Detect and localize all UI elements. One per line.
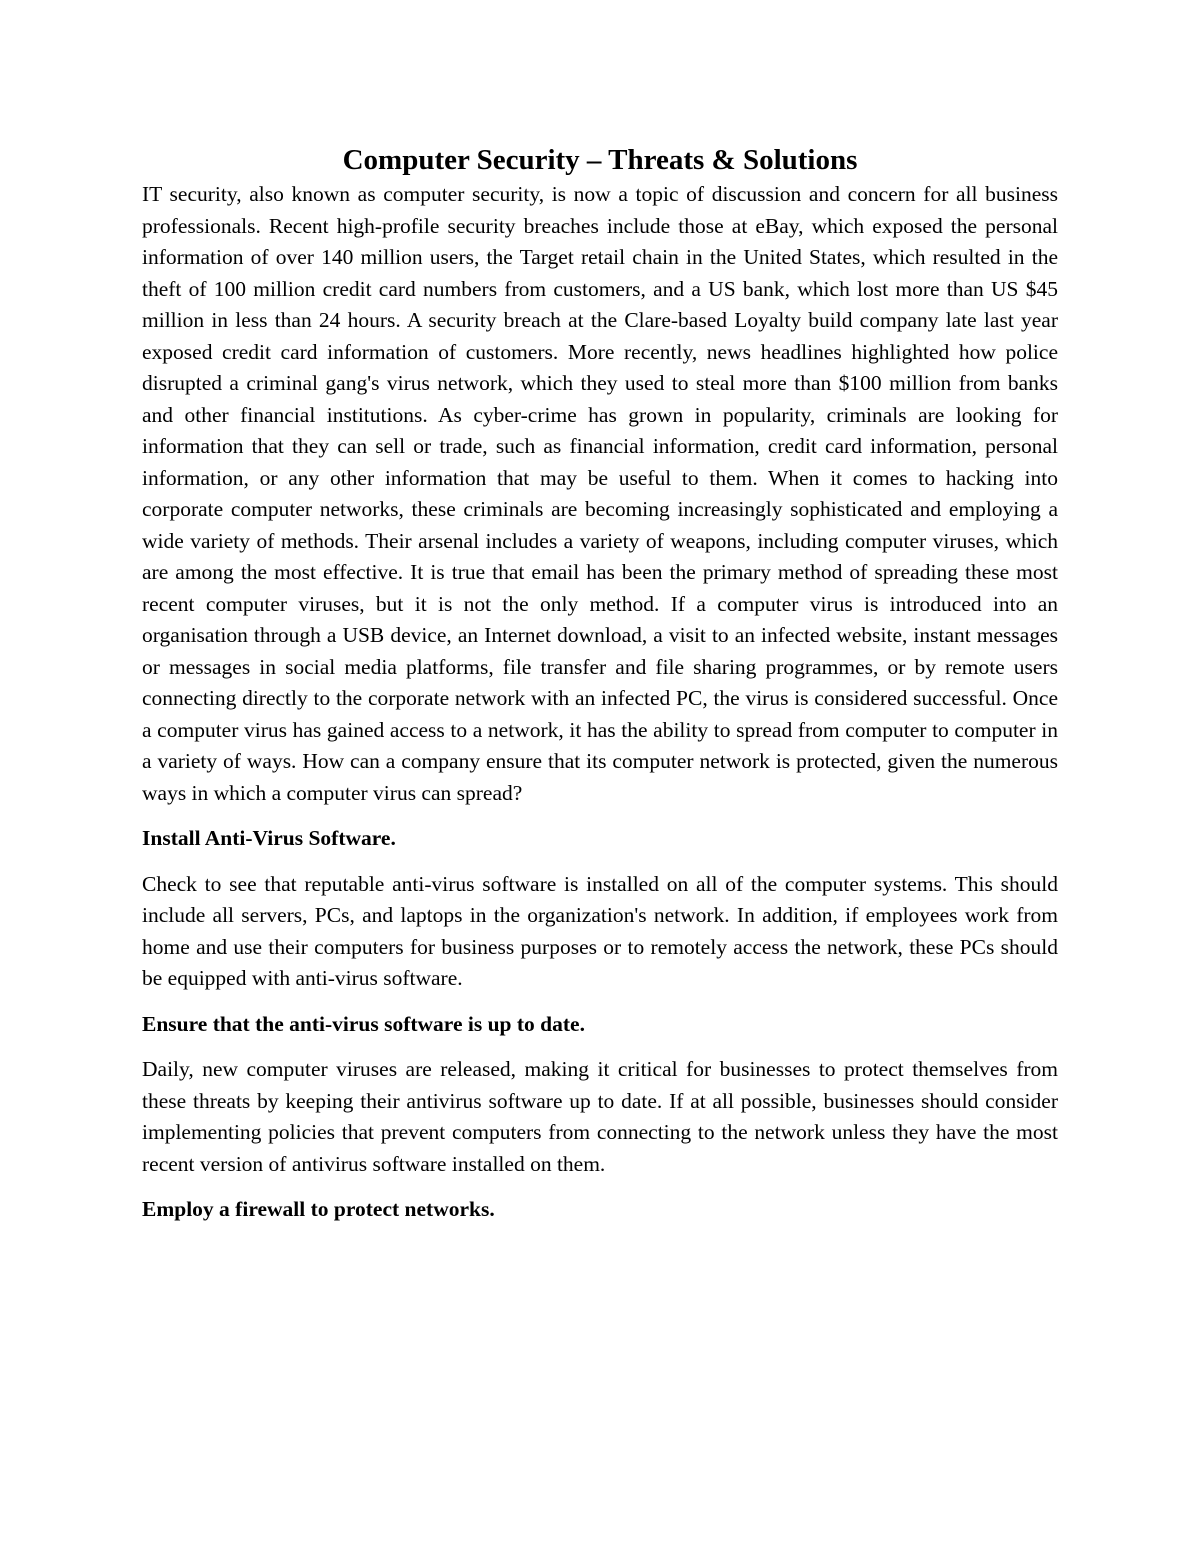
document-title: Computer Security – Threats & Solutions (342, 144, 858, 176)
section-body-install-antivirus: Check to see that reputable anti-virus software is installed on all of the computer systems. This should include all servers, PCs, and laptops in the organization's network. In addition, if employees work from home and use their computers for business purposes or to remotely access the network, these PCs should be equipped with anti-virus software. (142, 871, 1058, 990)
section-heading-update-antivirus: Ensure that the anti-virus software is up to date. (142, 1011, 585, 1036)
section-body-update-antivirus: Daily, new computer viruses are released, making it critical for businesses to protect themselves from these threats by keeping their antivirus software up to date. If at all possible, businesses should consider implementing policies that prevent computers from connecting to the network unless they have the most recent version of antivirus software installed on them. (142, 1057, 1058, 1176)
section-heading-install-antivirus: Install Anti-Virus Software. (142, 826, 396, 850)
document-page (142, 142, 1058, 1240)
section-heading-firewall: Employ a firewall to protect networks. (142, 1197, 495, 1221)
intro-paragraph: IT security, also known as computer security, is now a topic of discussion and concern for all business professionals. Recent high-profile security breaches include those at eBay, which exposed the personal information of over 140 million users, the Target retail chain in the United States, which resulted in the theft of 100 million credit card numbers from customers, and a US bank, which lost more than US $45 million in less than 24 hours. A security breach at the Clare-based Loyalty build company late last year exposed credit card information of customers. More recently, news headlines highlighted how police disrupted a criminal gang's virus network, which they used to steal more than $100 million from banks and other financial institutions. As cyber-crime has grown in popularity, criminals are looking for information that they can sell or trade, such as financial information, credit card information, personal information, or any other information that may be useful to them. When it comes to hacking into corporate computer networks, these criminals are becoming increasingly sophisticated and employing a wide variety of methods. Their arsenal includes a variety of weapons, including computer viruses, which are among the most effective. It is true that email has been the primary method of spreading these most recent computer viruses, but it is not the only method. If a computer virus is introduced into an organisation through a USB device, an Internet download, a visit to an infected website, instant messages or messages in social media platforms, file transfer and file sharing programmes, or by remote users connecting directly to the corporate network with an infected PC, the virus is considered successful. Once a computer virus has gained access to a network, it has the ability to spread from computer to computer in a variety of ways. How can a company ensure that its computer network is protected, given the numerous ways in which a computer virus can spread? (142, 182, 1058, 805)
